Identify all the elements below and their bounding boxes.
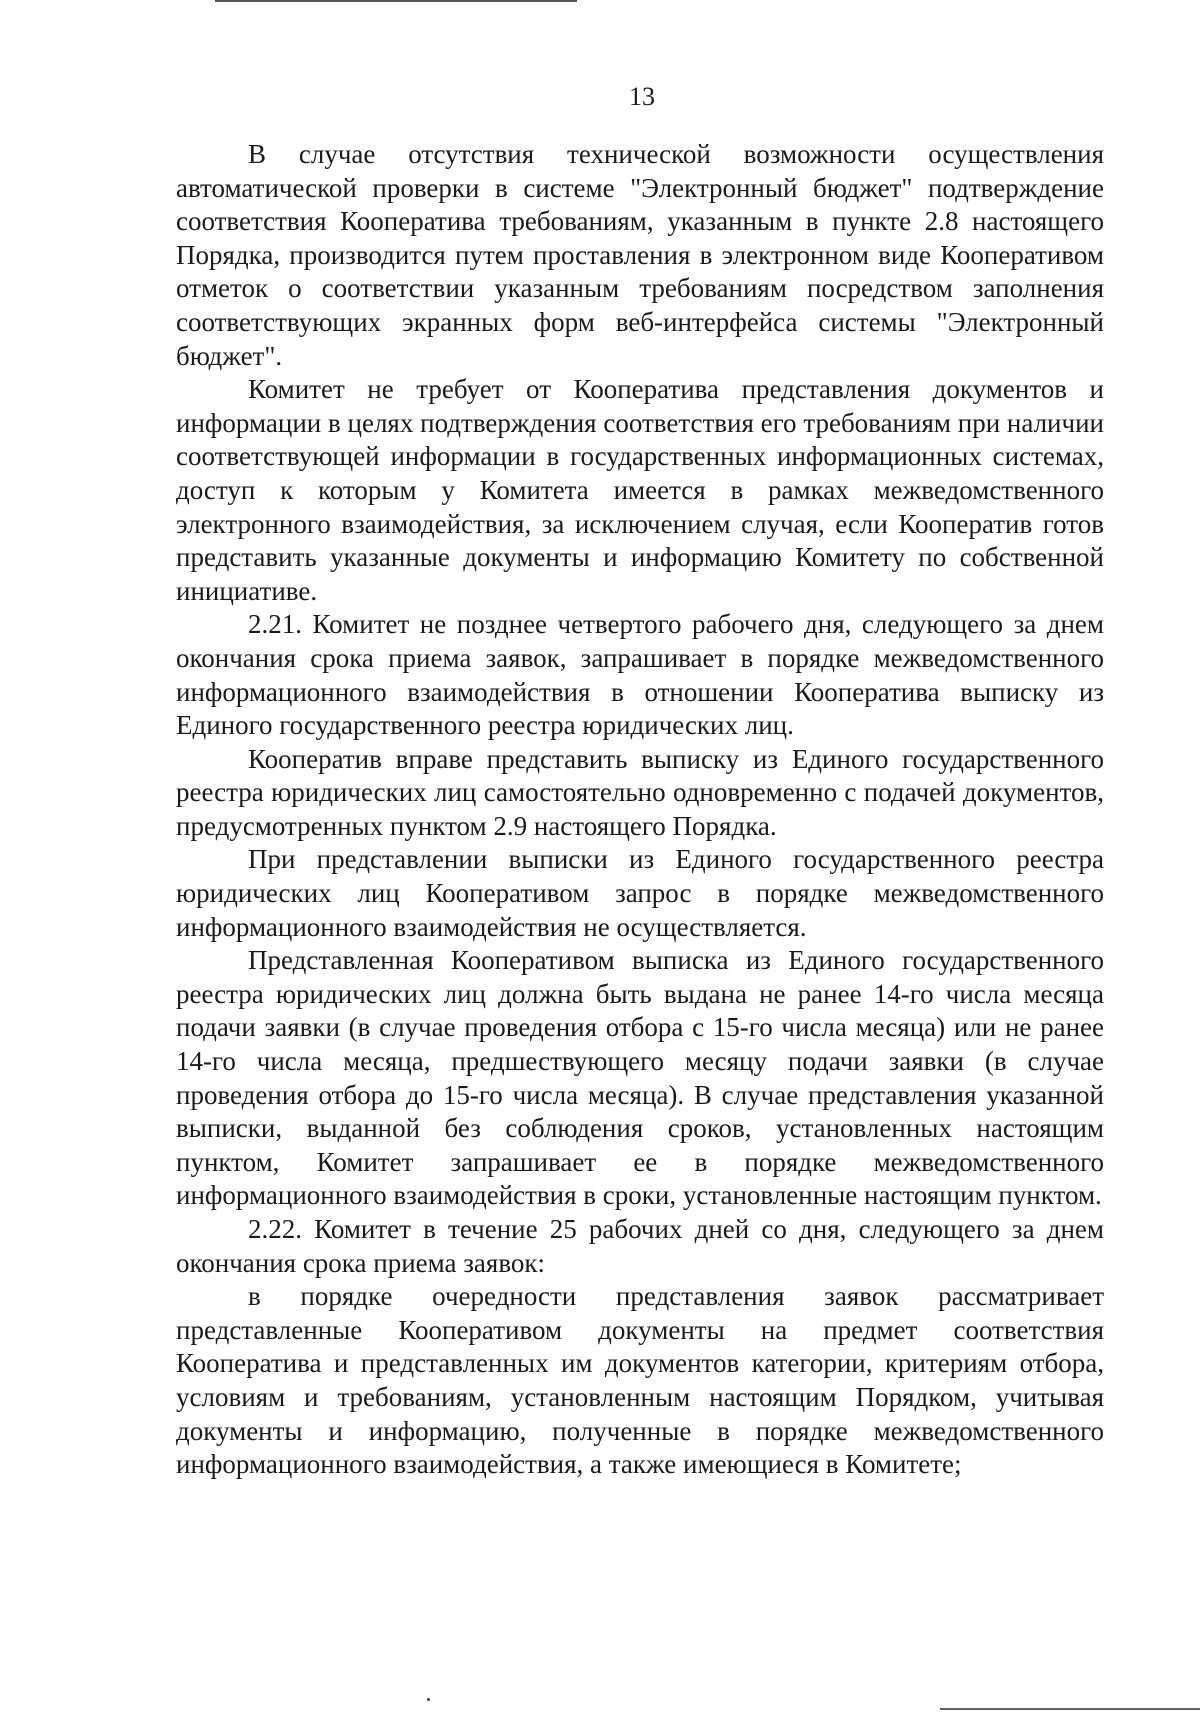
page-number: 13 <box>629 82 655 111</box>
scan-artifact-top-line <box>215 0 577 2</box>
document-body <box>176 138 1104 1482</box>
paragraph: Представленная Кооперативом выписка из Единого государственного реестра юридических лиц должна быть выдана не ранее 14-го числа месяца подачи заявки (в случае проведения отбора с 15-го числа месяца) или не ранее 14-го числа месяца, предшествующего месяцу подачи заявки (в случае проведения отбора до 15-го числа месяца). В случае представления указанной выписки, выданной без соблюдения сроков, установленных настоящим пунктом, Комитет запрашивает ее в порядке межведомственного информационного взаимодействия в сроки, установленные настоящим пунктом. <box>176 945 1104 1211</box>
paragraph: При представлении выписки из Единого государственного реестра юридических лиц Кооперативом запрос в порядке межведомственного информационного взаимодействия не осуществляется. <box>176 844 1104 942</box>
paragraph: 2.22. Комитет в течение 25 рабочих дней со дня, следующего за днем окончания срока приема заявок: <box>176 1214 1104 1278</box>
paragraph: в порядке очередности представления заявок рассматривает представленные Кооперативом документы на предмет соответствия Кооператива и представленных им документов категории, критериям отбора, условиям и требованиям, установленным настоящим Порядком, учитывая документы и информацию, полученные в порядке межведомственного информационного взаимодействия, а также имеющиеся в Комитете; <box>176 1281 1104 1480</box>
paragraph: Кооператив вправе представить выписку из Единого государственного реестра юридических лиц самостоятельно одновременно с подачей документов, предусмотренных пунктом 2.9 настоящего Порядка. <box>176 743 1104 841</box>
paragraph: В случае отсутствия технической возможности осуществления автоматической проверки в системе "Электронный бюджет" подтверждение соответствия Кооператива требованиям, указанным в пункте 2.8 настоящего Порядка, производится путем проставления в электронном виде Кооперативом отметок о соответствии указанным требованиям посредством заполнения соответствующих экранных форм веб-интерфейса системы "Электронный бюджет". <box>176 139 1104 371</box>
paragraph: Комитет не требует от Кооператива представления документов и информации в целях подтверждения соответствия его требованиям при наличии соответствующей информации в государственных информационных системах, доступ к которым у Комитета имеется в рамках межведомственного электронного взаимодействия, за исключением случая, если Кооператив готов представить указанные документы и информацию Комитету по собственной инициативе. <box>176 374 1104 606</box>
paragraph: 2.21. Комитет не позднее четвертого рабочего дня, следующего за днем окончания срока приема заявок, запрашивает в порядке межведомственного информационного взаимодействия в отношении Кооператива выписку из Единого государственного реестра юридических лиц. <box>176 609 1104 741</box>
scan-artifact-bottom-line <box>940 1708 1200 1710</box>
scan-artifact-dot <box>427 1698 430 1701</box>
